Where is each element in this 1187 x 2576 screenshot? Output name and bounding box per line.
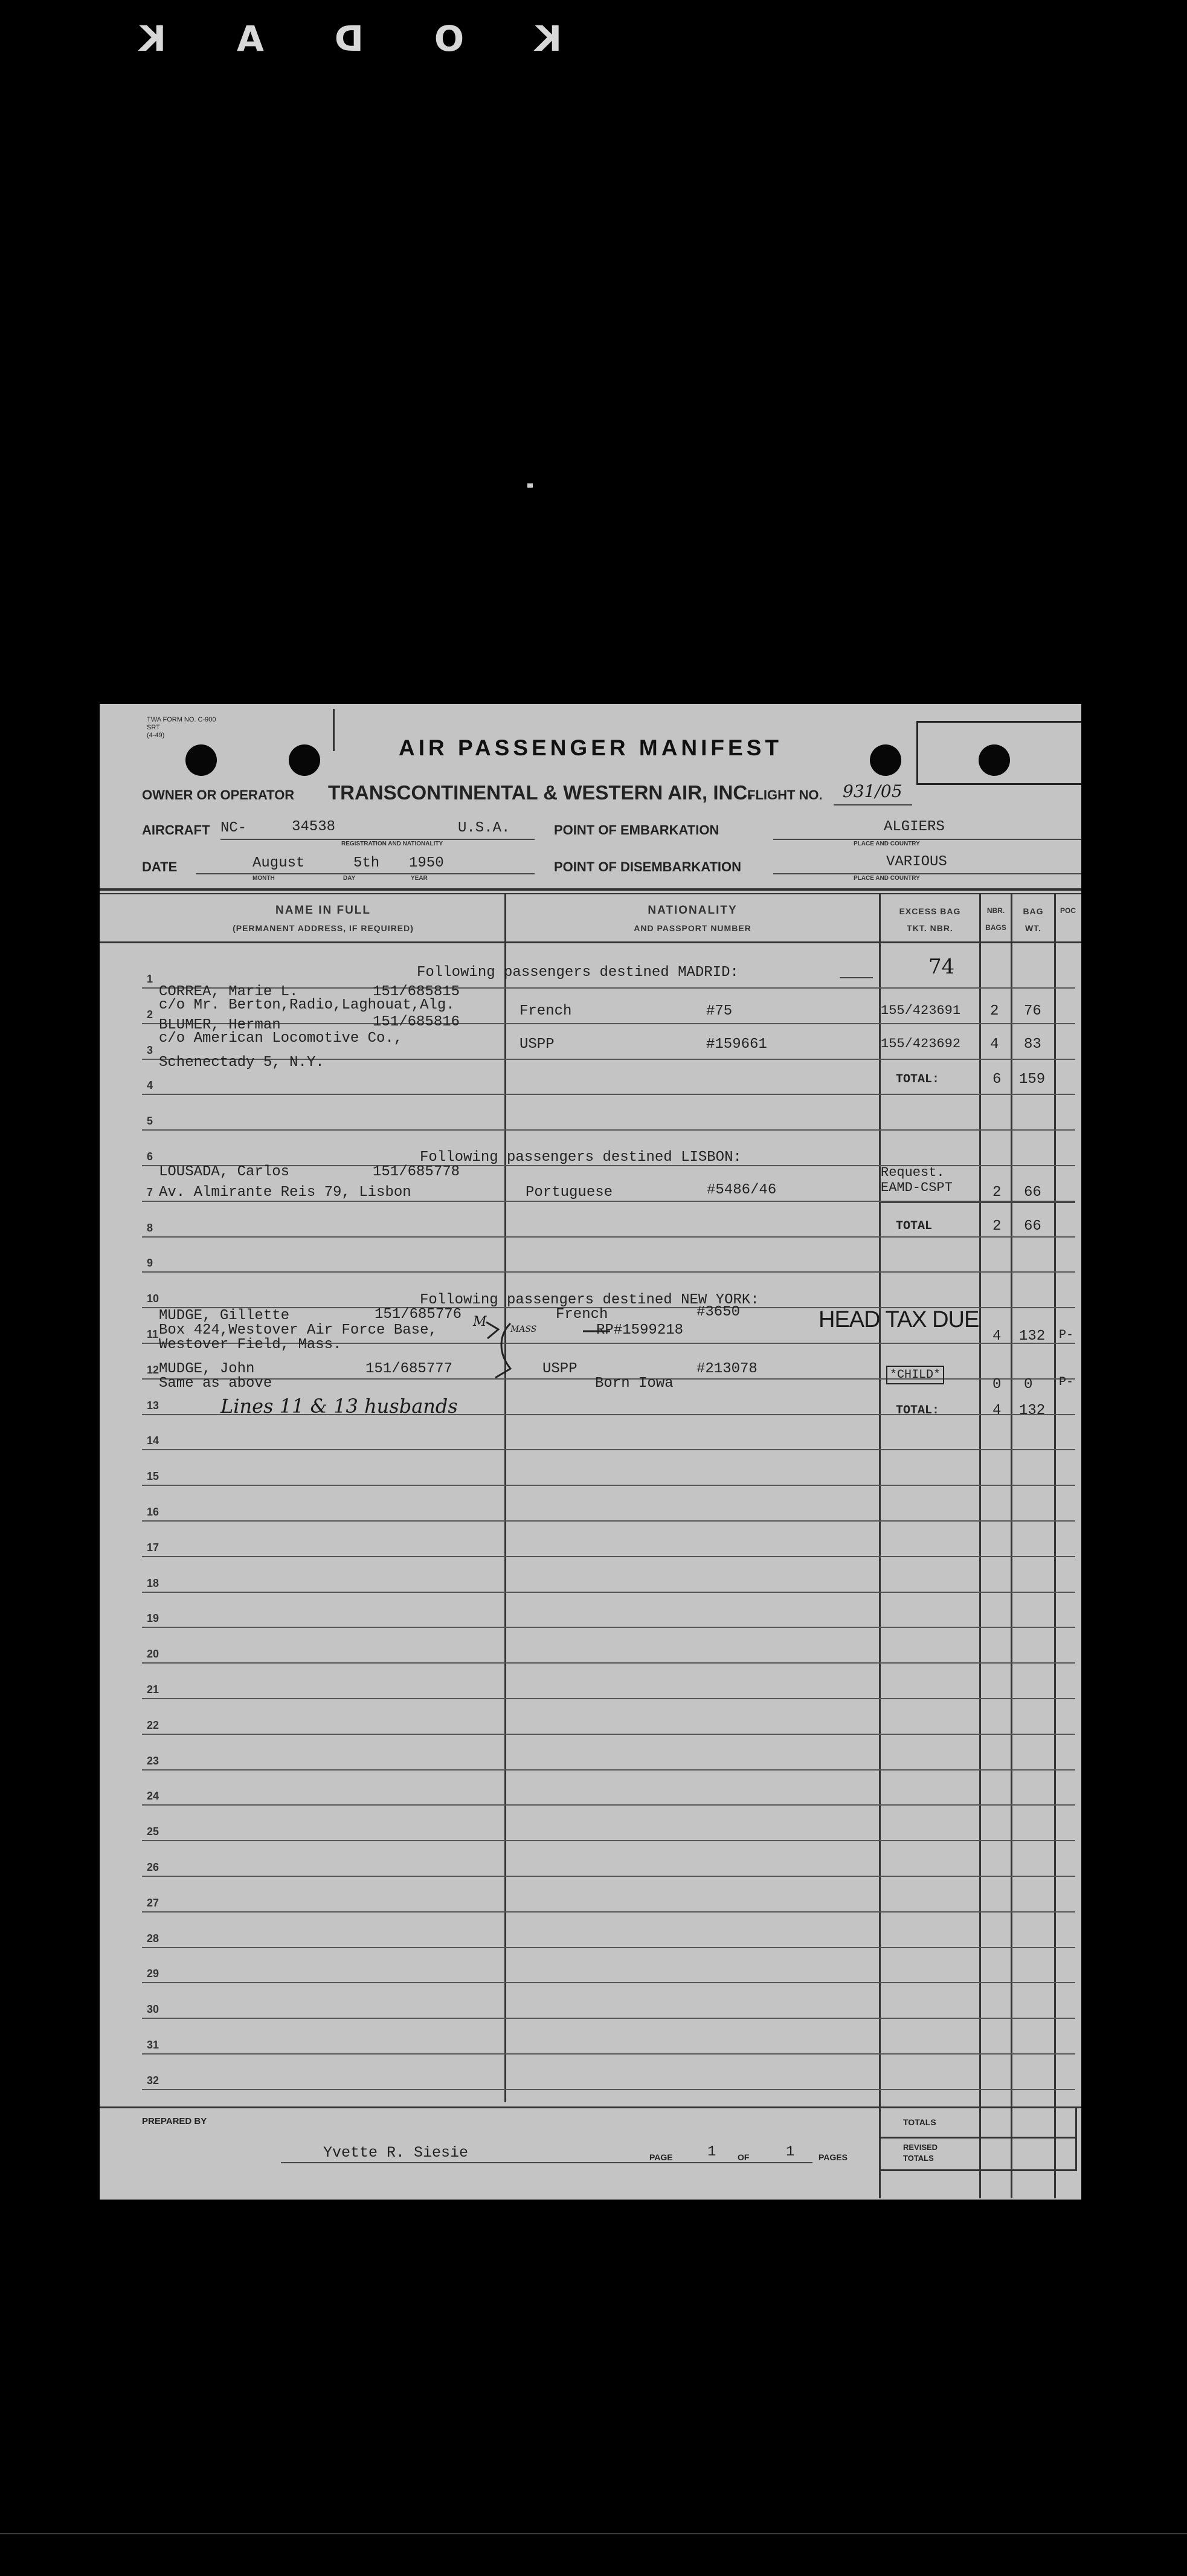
correa-nationality: French — [520, 1003, 572, 1019]
lisbon-total-bags: 2 — [992, 1218, 1002, 1235]
row-number: 6 — [147, 1151, 153, 1163]
correa-name: CORREA, Marie L. — [159, 984, 298, 1000]
row-rule — [142, 1698, 1075, 1699]
mudge-g-name: MUDGE, Gillette — [159, 1308, 290, 1324]
footer-area — [100, 2106, 1081, 2197]
flight-value: 931/05 — [843, 781, 902, 801]
mudge-g-rp: RP#1599218 — [596, 1322, 684, 1338]
row-number: 11 — [147, 1328, 159, 1340]
disembarkation-label: POINT OF DISEMBARKATION — [554, 859, 742, 874]
correa-address: c/o Mr. Berton,Radio,Laghouat,Alg. — [159, 997, 455, 1013]
of-value: 1 — [786, 2144, 795, 2160]
mudge-j-excess-stamp: *CHILD* — [886, 1366, 944, 1384]
ny-header: Following passengers destined NEW YORK: — [420, 1292, 759, 1308]
header-nbr-sub: BAGS — [985, 923, 1006, 932]
row-number: 7 — [147, 1186, 153, 1198]
header-nationality-sub: AND PASSPORT NUMBER — [634, 923, 751, 933]
aircraft-sublabel: REGISTRATION AND NATIONALITY — [341, 841, 443, 847]
mudge-j-weight: 0 — [1024, 1377, 1033, 1393]
row-number: 21 — [147, 1683, 159, 1696]
mudge-g-weight: 132 — [1019, 1328, 1046, 1344]
row-rule — [142, 1485, 1075, 1486]
row-rule — [142, 1449, 1075, 1450]
owner-value: TRANSCONTINENTAL & WESTERN AIR, INC. — [328, 781, 753, 804]
row-number: 29 — [147, 1968, 159, 1980]
row-number: 23 — [147, 1754, 159, 1767]
page-value: 1 — [707, 2144, 716, 2160]
hand-m: M — [473, 1314, 487, 1329]
handwritten-note: Lines 11 & 13 husbands — [220, 1395, 458, 1418]
mudge-j-poc: P- — [1059, 1375, 1074, 1389]
mudge-g-address-2: Westover Field, Mass. — [159, 1337, 342, 1353]
prepared-value: Yvette R. Siesie — [323, 2144, 469, 2161]
row-rule — [142, 1876, 1075, 1877]
lisbon-total-weight: 66 — [1024, 1218, 1041, 1235]
embarkation-value: ALGIERS — [884, 819, 945, 835]
blumer-name: BLUMER, Herman — [159, 1017, 281, 1033]
lousada-excess-2: EAMD-CSPT — [881, 1180, 953, 1195]
date-month: August — [253, 855, 305, 871]
row-number: 19 — [147, 1612, 159, 1625]
lisbon-total-label: TOTAL — [896, 1219, 933, 1233]
lousada-weight: 66 — [1024, 1184, 1041, 1201]
header-name: NAME IN FULL — [275, 904, 372, 917]
flight-label: FLIGHT NO. — [747, 787, 823, 802]
prepared-underline — [281, 2162, 692, 2163]
header-excess: EXCESS BAG — [899, 906, 961, 916]
row-rule — [142, 1271, 1075, 1273]
totals-divider — [879, 2137, 1075, 2139]
dash-mark — [840, 977, 873, 978]
row-number: 32 — [147, 2074, 159, 2087]
row-rule — [142, 1556, 1075, 1557]
date-sub-day: DAY — [343, 875, 356, 882]
row-number: 3 — [147, 1044, 153, 1056]
row-number: 26 — [147, 1861, 159, 1873]
disembarkation-underline — [773, 873, 1081, 874]
blumer-ticket: 151/685816 — [373, 1014, 460, 1030]
owner-label: OWNER OR OPERATOR — [142, 787, 295, 802]
mudge-j-passport: #213078 — [696, 1361, 758, 1377]
lisbon-header: Following passengers destined LISBON: — [420, 1149, 742, 1166]
ny-total-bags: 4 — [992, 1403, 1002, 1419]
correa-excess: 155/423691 — [881, 1003, 961, 1018]
row-rule — [142, 1840, 1075, 1841]
row-rule — [142, 1804, 1075, 1806]
row-rule — [142, 1662, 1075, 1664]
lousada-bags: 2 — [992, 1184, 1002, 1201]
embarkation-label: POINT OF EMBARKATION — [554, 822, 719, 838]
blumer-address-2: Schenectady 5, N.Y. — [159, 1054, 324, 1071]
madrid-header: Following passengers destined MADRID: — [417, 964, 739, 981]
lousada-passport: #5486/46 — [707, 1182, 777, 1198]
correa-bags: 2 — [990, 1003, 999, 1019]
row-rule — [142, 2089, 1075, 2090]
blumer-weight: 83 — [1024, 1036, 1041, 1053]
lousada-name: LOUSADA, Carlos — [159, 1164, 290, 1180]
mudge-j-bags: 0 — [992, 1377, 1002, 1393]
row-rule — [142, 1947, 1075, 1948]
film-letter: D — [334, 18, 364, 59]
row-rule — [142, 1236, 1075, 1238]
prepared-label: PREPARED BY — [142, 2116, 207, 2126]
dust-speck — [527, 483, 533, 488]
row-number: 10 — [147, 1293, 159, 1305]
row-rule — [142, 2018, 1075, 2019]
embarkation-sublabel: PLACE AND COUNTRY — [854, 841, 920, 847]
mudge-j-ticket: 151/685777 — [365, 1361, 453, 1377]
header-nationality: NATIONALITY — [648, 904, 738, 917]
mudge-j-born: Born Iowa — [595, 1375, 674, 1392]
revised-label-2: TOTALS — [903, 2154, 934, 2163]
row-number: 5 — [147, 1115, 153, 1128]
mudge-g-bags: 4 — [992, 1328, 1002, 1344]
totals-label: TOTALS — [903, 2117, 936, 2127]
madrid-total-label: TOTAL: — [896, 1073, 940, 1086]
date-underline — [196, 873, 535, 874]
correa-passport: #75 — [706, 1003, 733, 1019]
aircraft-number: 34538 — [292, 819, 336, 835]
aircraft-country: U.S.A. — [458, 820, 510, 836]
madrid-hand-number: 74 — [928, 955, 955, 979]
row-number: 31 — [147, 2039, 159, 2051]
col-divider-nationality — [879, 893, 881, 2198]
row-rule — [142, 1129, 1075, 1131]
manifest-sheet — [100, 704, 1081, 2200]
row-rule — [142, 1627, 1075, 1628]
row-number: 18 — [147, 1577, 159, 1589]
header-bag: BAG — [1023, 906, 1044, 916]
blumer-excess: 155/423692 — [881, 1036, 961, 1051]
pages-label: PAGES — [819, 2152, 848, 2162]
form-title: AIR PASSENGER MANIFEST — [399, 735, 782, 760]
mudge-g-nationality: French — [556, 1306, 608, 1323]
row-rule — [142, 1982, 1075, 1983]
blumer-bags: 4 — [990, 1036, 999, 1053]
correa-weight: 76 — [1024, 1003, 1041, 1019]
blumer-address: c/o American Locomotive Co., — [159, 1030, 403, 1047]
row-number: 27 — [147, 1896, 159, 1909]
row-rule — [142, 1734, 1075, 1735]
row-number: 9 — [147, 1257, 153, 1270]
row-number: 17 — [147, 1541, 159, 1554]
film-edge-marking — [139, 18, 562, 66]
row-number: 13 — [147, 1399, 159, 1412]
header-name-sub: (PERMANENT ADDRESS, IF REQUIRED) — [233, 923, 414, 933]
row-number: 14 — [147, 1435, 159, 1447]
aircraft-prefix: NC- — [220, 820, 247, 836]
date-year: 1950 — [409, 855, 444, 871]
disembarkation-sublabel: PLACE AND COUNTRY — [854, 875, 920, 882]
madrid-total-bags: 6 — [992, 1071, 1002, 1088]
page-underline — [680, 2162, 812, 2163]
hand-mass: MASS — [510, 1325, 537, 1334]
film-letter: K — [139, 18, 166, 59]
row-number: 12 — [147, 1363, 159, 1376]
date-day: 5th — [353, 855, 380, 871]
flight-underline — [834, 804, 912, 805]
header-bag-sub: WT. — [1025, 923, 1042, 933]
row-number: 20 — [147, 1648, 159, 1661]
header-excess-sub: TKT. NBR. — [907, 923, 953, 933]
row-number: 28 — [147, 1932, 159, 1945]
mudge-g-passport: #3650 — [696, 1304, 741, 1320]
film-letter: O — [434, 18, 465, 59]
row-number: 30 — [147, 2003, 159, 2016]
of-label: OF — [738, 2152, 750, 2162]
row-number: 4 — [147, 1079, 153, 1092]
lousada-address: Av. Almirante Reis 79, Lisbon — [159, 1184, 411, 1201]
disembarkation-value: VARIOUS — [886, 854, 947, 870]
row-number: 2 — [147, 1008, 153, 1021]
header-poc: POC — [1060, 906, 1076, 915]
form-number-line: TWA FORM NO. C-900 SRT — [147, 716, 216, 731]
blumer-passport: #159661 — [706, 1036, 767, 1053]
aircraft-label: AIRCRAFT — [142, 822, 210, 838]
table-top-rule-2 — [100, 893, 1081, 894]
mudge-j-name: MUDGE, John — [159, 1361, 255, 1377]
row-rule — [142, 1592, 1075, 1593]
film-letter: A — [236, 18, 264, 59]
row-number: 8 — [147, 1221, 153, 1234]
correa-ticket: 151/685815 — [373, 984, 460, 1000]
aircraft-underline — [220, 839, 535, 840]
col-divider-bags — [1011, 893, 1012, 2198]
embarkation-underline — [773, 839, 1081, 840]
row-number: 15 — [147, 1470, 159, 1483]
row-rule — [142, 2053, 1075, 2055]
row-number: 24 — [147, 1790, 159, 1803]
row-number: 22 — [147, 1719, 159, 1731]
film-letter: K — [535, 18, 562, 59]
row-rule — [142, 1520, 1075, 1522]
lousada-ticket: 151/685778 — [373, 1164, 460, 1180]
form-number-line: (4-49) — [147, 732, 165, 739]
lousada-excess-1: Request. — [881, 1165, 945, 1180]
hand-bracket-mark — [462, 1311, 619, 1390]
mudge-j-address: Same as above — [159, 1375, 272, 1392]
table-top-rule — [100, 888, 1081, 891]
row-number: 1 — [147, 973, 153, 985]
header-nbr: NBR. — [986, 906, 1005, 915]
ny-total-label: TOTAL: — [896, 1404, 940, 1418]
row-rule — [142, 1911, 1075, 1913]
col-divider-wt — [1054, 893, 1056, 2198]
date-sub-month: MONTH — [253, 875, 275, 882]
col-divider-name — [504, 893, 506, 2102]
head-tax-stamp: HEAD TAX DUE — [819, 1307, 979, 1332]
table-header-rule — [100, 941, 1081, 943]
madrid-total-weight: 159 — [1019, 1071, 1046, 1088]
row-rule — [142, 1023, 1075, 1024]
page-label: PAGE — [649, 2152, 673, 2162]
row-rule — [142, 1094, 1075, 1095]
mudge-j-nationality: USPP — [542, 1361, 577, 1377]
row-rule — [142, 1769, 1075, 1771]
col-divider-excess — [979, 893, 981, 2198]
lousada-nationality: Portuguese — [526, 1184, 613, 1201]
film-bottom-line — [0, 2533, 1187, 2534]
ny-total-weight: 132 — [1019, 1403, 1046, 1419]
date-sub-year: YEAR — [411, 875, 428, 882]
row-number: 25 — [147, 1825, 159, 1838]
date-label: DATE — [142, 859, 178, 874]
row-number: 16 — [147, 1506, 159, 1518]
mudge-g-address: Box 424,Westover Air Force Base, — [159, 1322, 437, 1338]
revised-label-1: REVISED — [903, 2143, 938, 2152]
mudge-g-poc: P- — [1059, 1328, 1074, 1342]
lisbon-total-rule — [881, 1201, 1075, 1203]
mudge-g-ticket: 151/685776 — [375, 1306, 462, 1323]
blumer-nationality: USPP — [520, 1036, 555, 1053]
